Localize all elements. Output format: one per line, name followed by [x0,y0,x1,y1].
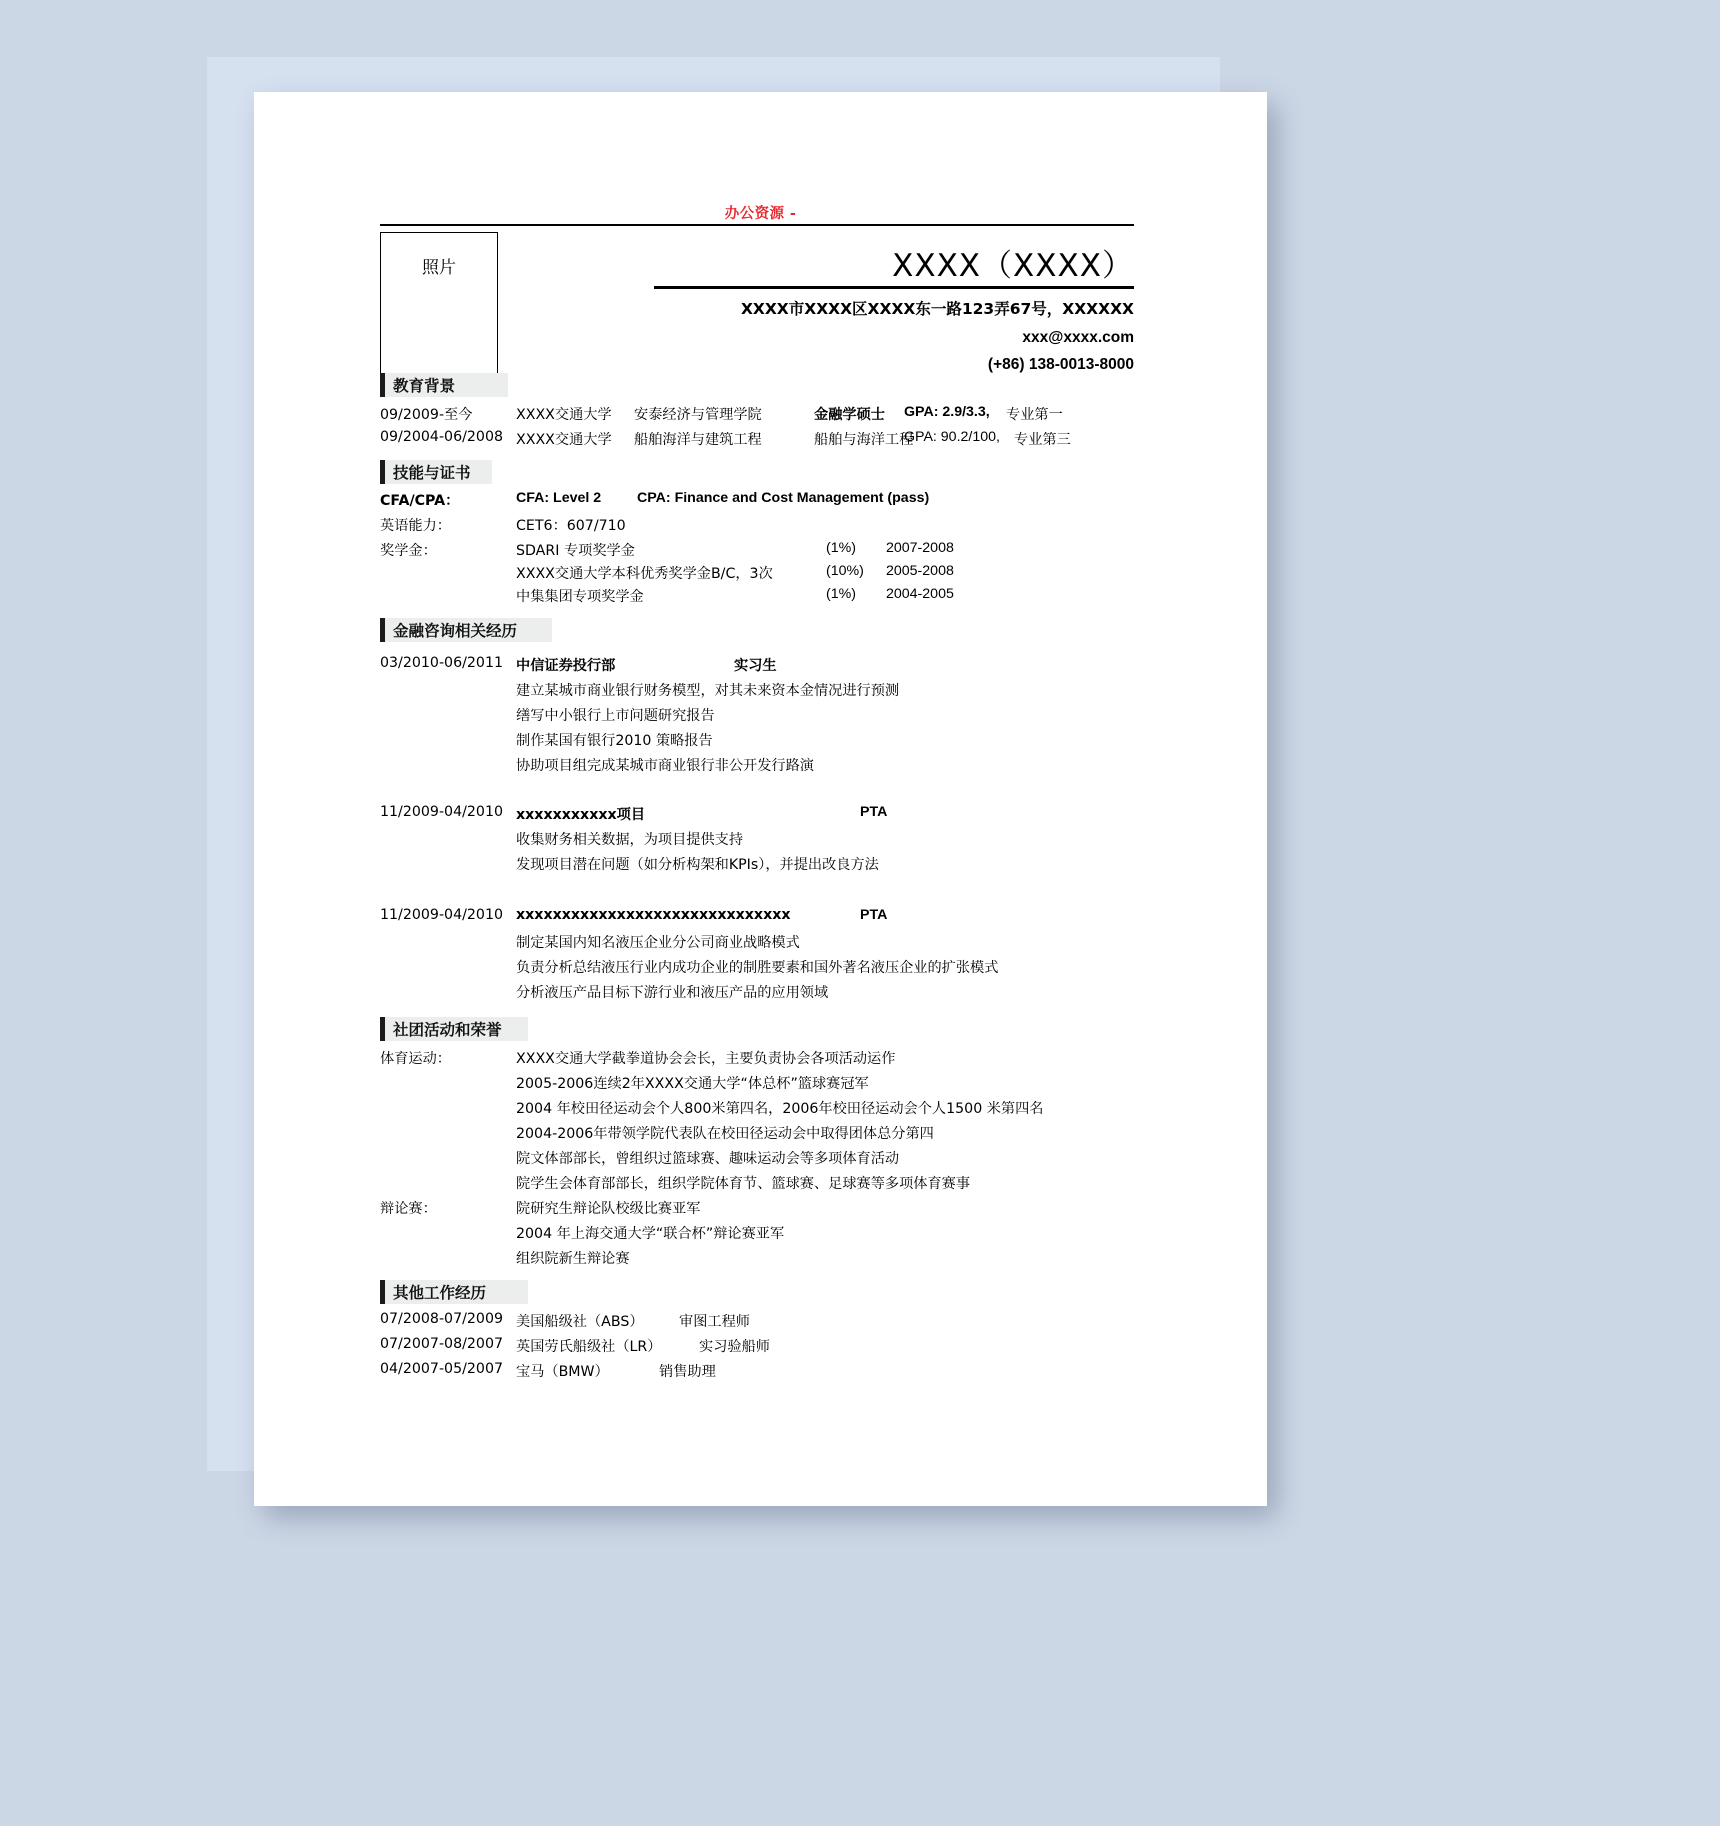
education-row-0-college: 安泰经济与管理学院 [634,407,762,423]
contact-phone: (+86) 138-0013-8000 [987,356,1134,374]
contact-address: XXXX市XXXX区XXXX东一路123弄67号，XXXXXX [740,300,1134,318]
skills-english-label: 英语能力： [380,518,451,534]
finance-entry-0-date: 03/2010-06/2011 [380,655,503,671]
education-row-0-school: XXXX交通大学 [516,407,612,423]
education-row-0-date: 09/2009-至今 [380,407,473,423]
name-underline-rule [654,286,1134,289]
finance-entry-0-org: 中信证券投行部 [516,658,616,674]
other-work-row-1-org: 英国劳氏船级社（LR） [516,1339,662,1355]
activities-group-1-item-0: 院研究生辩论队校级比赛亚军 [516,1201,701,1217]
header-top-rule [380,224,1134,226]
skills-cfa-value: CFA: Level 2 [516,490,602,506]
activities-group-1-item-2: 组织院新生辩论赛 [516,1251,630,1267]
skills-cfa-label: CFA/CPA： [380,493,460,509]
activities-group-0-item-2: 2004 年校田径运动会个人800米第四名，2006年校田径运动会个人1500 米第四名 [516,1101,1044,1117]
education-row-1-date: 09/2004-06/2008 [380,429,503,445]
education-row-0-rank: 专业第一 [1006,407,1063,423]
resume-page [254,92,1267,1506]
other-work-row-0-org: 美国船级社（ABS） [516,1314,644,1330]
finance-entry-1-role-right: PTA [860,804,888,820]
scholarship-0-pct: (1%) [826,540,856,556]
activities-group-0-item-5: 院学生会体育部部长，组织学院体育节、篮球赛、足球赛等多项体育赛事 [516,1176,971,1192]
finance-entry-1-bullet-0: 收集财务相关数据，为项目提供支持 [516,832,744,848]
finance-entry-2-date: 11/2009-04/2010 [380,907,503,923]
section-header-finance-experience [380,618,552,642]
other-work-row-1-date: 07/2007-08/2007 [380,1336,503,1352]
finance-entry-0-role: 实习生 [734,658,777,674]
finance-entry-0-bullet-1: 缮写中小银行上市问题研究报告 [516,708,715,724]
section-header-activities [380,1017,528,1041]
education-row-0-gpa: GPA: 2.9/3.3, [904,404,990,420]
scholarship-1-years: 2005-2008 [886,563,954,579]
education-row-1-rank: 专业第三 [1014,432,1071,448]
section-header-skills [380,460,492,484]
section-title-education: 教育背景 [393,377,456,395]
section-title-finance-experience: 金融咨询相关经历 [393,622,518,640]
finance-entry-0-bullet-2: 制作某国有银行2010 策略报告 [516,733,713,749]
section-title-other-work: 其他工作经历 [393,1284,487,1302]
activities-group-0-item-3: 2004-2006年带领学院代表队在校田径运动会中取得团体总分第四 [516,1126,934,1142]
other-work-row-0-role: 审图工程师 [679,1314,750,1330]
contact-email: xxx@xxxx.com [1022,328,1134,346]
activities-group-0-item-4: 院文体部部长，曾组织过篮球赛、趣味运动会等多项体育活动 [516,1151,900,1167]
finance-entry-2-bullet-1: 负责分析总结液压行业内成功企业的制胜要素和国外著名液压企业的扩张模式 [516,960,999,976]
scholarship-0-name: SDARI 专项奖学金 [516,543,635,559]
education-row-0-degree: 金融学硕士 [814,407,885,423]
section-header-education [380,373,508,397]
activities-group-0-label: 体育运动： [380,1051,451,1067]
scholarship-0-years: 2007-2008 [886,540,954,556]
scholarship-2-years: 2004-2005 [886,586,954,602]
resume-content [254,92,1267,1506]
finance-entry-1-org: xxxxxxxxxxx项目 [516,807,646,823]
activities-group-1-label: 辩论赛： [380,1201,437,1217]
other-work-row-0-date: 07/2008-07/2009 [380,1311,503,1327]
finance-entry-2-role-right: PTA [860,907,888,923]
section-title-skills: 技能与证书 [393,464,471,482]
watermark-text: 办公资源 - [724,206,797,222]
scholarship-2-pct: (1%) [826,586,856,602]
finance-entry-0-bullet-0: 建立某城市商业银行财务模型，对其未来资本金情况进行预测 [516,683,900,699]
finance-entry-2-org: xxxxxxxxxxxxxxxxxxxxxxxxxxxxxx [516,907,791,923]
education-row-1-college: 船舶海洋与建筑工程 [634,432,762,448]
education-row-1-gpa: GPA: 90.2/100, [904,429,1000,445]
contact-block [584,296,1134,379]
scholarship-1-name: XXXX交通大学本科优秀奖学金B/C，3次 [516,566,773,582]
section-title-activities: 社团活动和荣誉 [393,1021,502,1039]
finance-entry-2-bullet-0: 制定某国内知名液压企业分公司商业战略模式 [516,935,800,951]
skills-scholarship-label: 奖学金： [380,543,437,559]
finance-entry-1-bullet-1: 发现项目潜在问题（如分析构架和KPIs），并提出改良方法 [516,857,879,873]
candidate-name: XXXX（XXXX） [892,248,1134,284]
scholarship-2-name: 中集集团专项奖学金 [516,589,644,605]
other-work-row-2-org: 宝马（BMW） [516,1364,609,1380]
activities-group-0-item-0: XXXX交通大学截拳道协会会长，主要负责协会各项活动运作 [516,1051,896,1067]
other-work-row-1-role: 实习验船师 [699,1339,770,1355]
finance-entry-2-bullet-2: 分析液压产品目标下游行业和液压产品的应用领域 [516,985,829,1001]
finance-entry-1-date: 11/2009-04/2010 [380,804,503,820]
skills-english-value: CET6：607/710 [516,518,626,534]
activities-group-0-item-1: 2005-2006连续2年XXXX交通大学“体总杯”篮球赛冠军 [516,1076,869,1092]
education-row-1-school: XXXX交通大学 [516,432,612,448]
education-row-1-degree: 船舶与海洋工程 [814,432,914,448]
other-work-row-2-date: 04/2007-05/2007 [380,1361,503,1377]
skills-cpa-value: CPA: Finance and Cost Management (pass) [637,490,930,506]
section-header-other-work [380,1280,528,1304]
scholarship-1-pct: (10%) [826,563,864,579]
finance-entry-0-bullet-3: 协助项目组完成某城市商业银行非公开发行路演 [516,758,814,774]
photo-placeholder-box [380,232,498,390]
other-work-row-2-role: 销售助理 [659,1364,716,1380]
activities-group-1-item-1: 2004 年上海交通大学“联合杯”辩论赛亚军 [516,1226,785,1242]
photo-placeholder-label: 照片 [422,258,456,278]
